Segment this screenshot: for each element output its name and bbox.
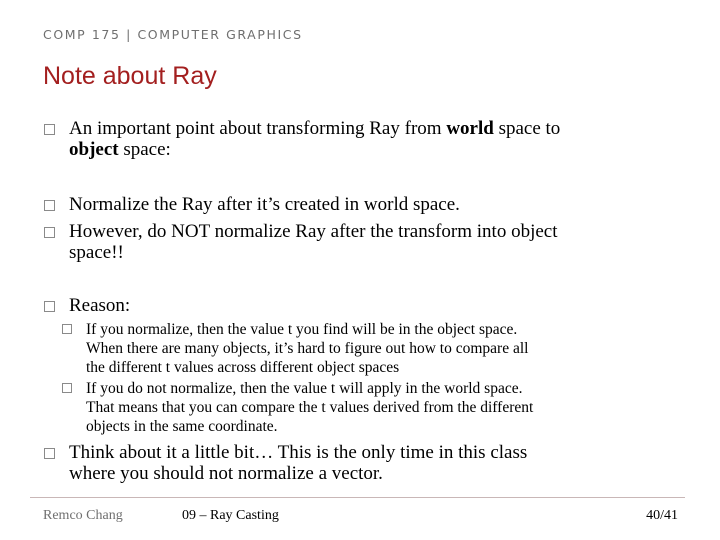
sub-bullet-2-line3: objects in the same coordinate. — [86, 418, 278, 435]
bullet-1-part1: An important point about transforming Ray from — [69, 118, 447, 139]
sub-bullet-1-line3: the different t values across different object spaces — [86, 359, 400, 376]
bullet-box-icon — [44, 301, 55, 312]
bullet-2 — [44, 194, 460, 215]
bullet-1 — [44, 118, 560, 160]
page-number: 40/41 — [646, 508, 678, 523]
bullet-1-bold-world: world — [446, 118, 494, 139]
sub-bullet-2 — [62, 379, 533, 436]
bullet-3-text — [69, 221, 558, 263]
sub-bullet-2-line2: That means that you can compare the t values derived from the different — [86, 399, 534, 416]
sub-bullet-2-line1: If you do not normalize, then the value t will apply in the world space. — [86, 380, 523, 397]
bullet-1-part2: space to — [493, 118, 561, 139]
bullet-4 — [44, 295, 130, 316]
bullet-5 — [44, 442, 527, 484]
bullet-1-bold-object: object — [69, 139, 119, 160]
sub-bullet-2-text — [86, 379, 533, 436]
sub-bullet-1-text — [86, 320, 528, 377]
bullet-3 — [44, 221, 558, 263]
footer-author: Remco Chang — [43, 508, 123, 523]
sub-bullet-1-line1: If you normalize, then the value t you find will be in the object space. — [86, 321, 518, 338]
bullet-3-line1: However, do NOT normalize Ray after the transform into object — [69, 221, 558, 242]
bullet-box-icon — [44, 124, 55, 135]
bullet-box-icon — [44, 200, 55, 211]
bullet-1-part3: space: — [118, 139, 171, 160]
bullet-1-text — [69, 118, 560, 160]
footer-lecture: 09 – Ray Casting — [182, 508, 279, 523]
bullet-5-line1: Think about it a little bit… This is the only time in this class — [69, 442, 528, 463]
bullet-5-line2: where you should not normalize a vector. — [69, 463, 383, 484]
course-header: COMP 175 | COMPUTER GRAPHICS — [43, 27, 303, 42]
bullet-4-text: Reason: — [69, 295, 131, 316]
bullet-5-text — [69, 442, 527, 484]
bullet-box-icon — [44, 448, 55, 459]
bullet-2-text: Normalize the Ray after it’s created in world space. — [69, 194, 460, 215]
bullet-3-line2: space!! — [69, 242, 124, 263]
bullet-box-icon — [62, 324, 72, 334]
bullet-box-icon — [44, 227, 55, 238]
footer-divider — [30, 497, 685, 498]
sub-bullet-1-line2: When there are many objects, it’s hard to figure out how to compare all — [86, 340, 529, 357]
sub-bullet-1 — [62, 320, 528, 377]
bullet-box-icon — [62, 383, 72, 393]
slide-title: Note about Ray — [43, 62, 217, 90]
